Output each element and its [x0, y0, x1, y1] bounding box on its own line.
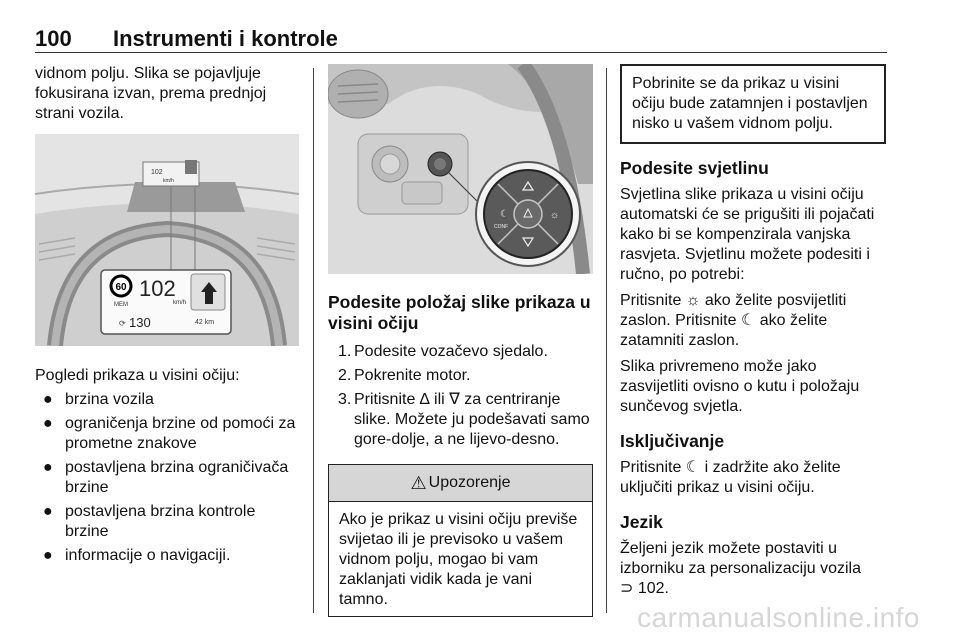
page-number: 100: [35, 26, 72, 51]
language-heading: Jezik: [620, 512, 663, 532]
mem-label: MEM: [114, 302, 128, 308]
column-2: [328, 64, 593, 617]
bullet-icon: ●: [43, 391, 53, 408]
steps-list: [328, 342, 593, 450]
brightness-paragraph-3: Slika privremeno može jako zasvijetliti ovisno o kutu i položaju sunčevog svjetla.: [620, 358, 860, 415]
hud-mini-speed: 102: [151, 169, 163, 176]
warning-header: [329, 465, 592, 502]
bullet-icon: ●: [43, 503, 53, 520]
moon-icon: ☾: [500, 209, 509, 220]
off-paragraph: Pritisnite ☾ i zadržite ako želite uključiti prikaz u visini očiju.: [620, 459, 841, 496]
hud-controls-figure: [328, 64, 593, 274]
brightness-paragraph-2: Pritisnite ☼ ako želite posvijetliti zaslon. Pritisnite ☾ ako želite zatamniti zaslon.: [620, 292, 847, 349]
conf-label: CONF: [494, 224, 509, 230]
warning-box: [328, 464, 593, 617]
speed-limit-value: 60: [115, 282, 127, 293]
list-item: ● ograničenja brzine od pomoći za prometne znakove: [43, 415, 296, 452]
off-heading: Isključivanje: [620, 431, 725, 451]
note-box: Pobrinite se da prikaz u visini očiju bude zatamnjen i postavljen nisko u vašem vidnom polju.: [620, 64, 886, 144]
views-heading: Pogledi prikaza u visini očiju:: [35, 367, 240, 384]
list-item: 1. Podesite vozačevo sjedalo.: [338, 343, 548, 360]
list-item: ● brzina vozila: [43, 391, 154, 408]
views-list: [35, 390, 299, 566]
page-header: [35, 26, 887, 53]
column-1: [35, 64, 299, 570]
language-paragraph: Željeni jezik možete postaviti u izborniku za personalizaciju vozila ⊃ 102.: [620, 540, 862, 597]
brightness-paragraph-1: Svjetlina slike prikaza u visini očiju automatski će se prigušiti ili pojačati kako bi se kompenzirala vanjska rasvjeta. Svjetlinu možete podesiti i ručno, po potrebi:: [620, 186, 875, 283]
watermark: carmanualsonline.info: [637, 602, 920, 633]
hud-cruise-speed: 130: [129, 315, 151, 330]
list-item: ● postavljena brzina ograničivača brzine: [43, 459, 289, 496]
brightness-heading: Podesite svjetlinu: [620, 158, 769, 178]
bullet-icon: ●: [43, 547, 53, 564]
column-3: [620, 64, 886, 599]
intro-paragraph: vidnom polju. Slika se pojavljuje fokusirana izvan, prema prednjoj strani vozila.: [35, 65, 267, 122]
hud-distance: 42 km: [195, 319, 215, 326]
section-title: Instrumenti i kontrole: [113, 26, 338, 51]
list-item: 2. Pokrenite motor.: [338, 367, 471, 384]
cruise-icon: ⟳: [119, 319, 126, 328]
column-divider-1: [313, 68, 314, 613]
page-reference: ⊃ 102.: [620, 580, 669, 597]
position-heading: Podesite položaj slike prikaza u visini očiju: [328, 292, 591, 333]
hud-speed: 102: [139, 276, 176, 301]
list-item: ● informacije o navigaciji.: [43, 547, 231, 564]
warning-title: Upozorenje: [428, 474, 511, 491]
hud-speed-unit: km/h: [173, 300, 187, 306]
bullet-icon: ●: [43, 459, 53, 476]
sun-icon: ☼: [550, 210, 560, 221]
list-item: 3. Pritisnite ∆ ili ∇ za centriranje slike. Možete ju podešavati samo gore-dolje, a ne lijevo-desno.: [338, 391, 590, 448]
warning-text: Ako je prikaz u visini očiju previše svijetao ili je previsoko u vašem vidnom polju, mogao bi vam zaklanjati vidik kada je vani tamno.: [339, 511, 578, 608]
bullet-icon: ●: [43, 415, 53, 432]
controls-illustration: [328, 64, 593, 274]
hud-mini-unit: km/h: [163, 178, 174, 184]
warning-icon: ⚠: [410, 473, 427, 493]
list-item: ● postavljena brzina kontrole brzine: [43, 503, 256, 540]
hud-display-figure: [35, 134, 299, 346]
hud-illustration: [35, 134, 299, 346]
column-divider-2: [606, 68, 607, 613]
